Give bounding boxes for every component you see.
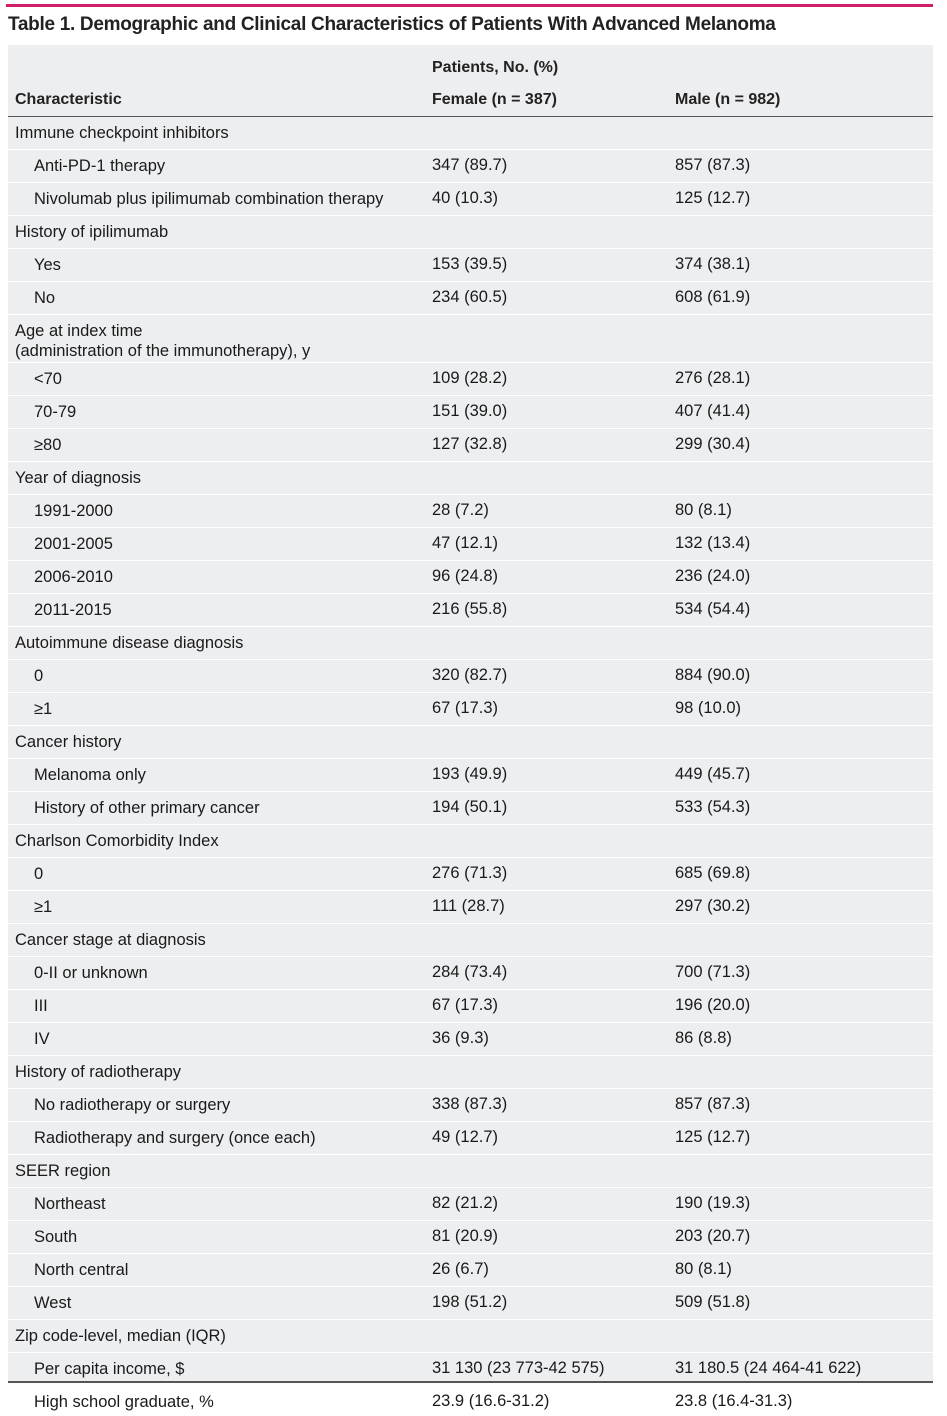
row-label: Cancer stage at diagnosis	[15, 931, 206, 949]
table-title: Table 1. Demographic and Clinical Characteristics of Patients With Advanced Melanoma	[8, 14, 776, 35]
table-row	[8, 1121, 933, 1154]
female-value: 127 (32.8)	[432, 435, 508, 453]
female-value: 67 (17.3)	[432, 996, 499, 1014]
male-value: 857 (87.3)	[675, 156, 751, 174]
male-value: 132 (13.4)	[675, 534, 751, 552]
header-male: Male (n = 982)	[675, 91, 781, 108]
table-row	[8, 494, 933, 527]
section-row	[8, 1154, 933, 1187]
female-value: 193 (49.9)	[432, 765, 508, 783]
male-value: 196 (20.0)	[675, 996, 751, 1014]
male-value: 276 (28.1)	[675, 369, 751, 387]
female-value: 31 130 (23 773-42 575)	[432, 1359, 605, 1377]
section-row	[8, 117, 933, 149]
table-row	[8, 791, 933, 824]
male-value: 509 (51.8)	[675, 1293, 751, 1311]
section-row	[8, 1055, 933, 1088]
male-value: 407 (41.4)	[675, 402, 751, 420]
table-row	[8, 395, 933, 428]
female-value: 82 (21.2)	[432, 1194, 499, 1212]
table-row	[8, 758, 933, 791]
male-value: 884 (90.0)	[675, 666, 751, 684]
row-label: South	[34, 1228, 78, 1246]
row-label-line1: Age at index time	[15, 322, 143, 340]
row-label: 70-79	[34, 403, 77, 421]
male-value: 190 (19.3)	[675, 1194, 751, 1212]
row-label: Charlson Comorbidity Index	[15, 832, 219, 850]
female-value: 26 (6.7)	[432, 1260, 489, 1278]
table-body	[8, 117, 933, 1416]
male-value: 374 (38.1)	[675, 255, 751, 273]
section-row	[8, 725, 933, 758]
male-value: 534 (54.4)	[675, 600, 751, 618]
table-row	[8, 428, 933, 461]
table-row	[8, 692, 933, 725]
male-value: 299 (30.4)	[675, 435, 751, 453]
row-label: 1991-2000	[34, 502, 113, 520]
row-label: Per capita income, $	[34, 1360, 185, 1378]
male-value: 857 (87.3)	[675, 1095, 751, 1113]
row-label: Zip code-level, median (IQR)	[15, 1327, 226, 1345]
row-label: Nivolumab plus ipilimumab combination therapy	[34, 190, 384, 208]
row-label: Melanoma only	[34, 766, 146, 784]
male-value: 98 (10.0)	[675, 699, 742, 717]
header-patients: Patients, No. (%)	[432, 59, 559, 76]
section-row	[8, 314, 933, 362]
female-value: 284 (73.4)	[432, 963, 508, 981]
data-table	[8, 45, 933, 1411]
female-value: 153 (39.5)	[432, 255, 508, 273]
row-label: ≥1	[34, 700, 53, 718]
female-value: 347 (89.7)	[432, 156, 508, 174]
female-value: 81 (20.9)	[432, 1227, 499, 1245]
row-label: High school graduate, %	[34, 1393, 214, 1411]
female-value: 216 (55.8)	[432, 600, 508, 618]
table-row	[8, 857, 933, 890]
row-label: Autoimmune disease diagnosis	[15, 634, 244, 652]
row-label: 2001-2005	[34, 535, 113, 553]
row-label: West	[34, 1294, 72, 1312]
row-label: Radiotherapy and surgery (once each)	[34, 1129, 316, 1147]
section-row	[8, 461, 933, 494]
row-label: North central	[34, 1261, 129, 1279]
table-row	[8, 1286, 933, 1319]
male-value: 533 (54.3)	[675, 798, 751, 816]
female-value: 234 (60.5)	[432, 288, 508, 306]
female-value: 28 (7.2)	[432, 501, 489, 519]
table-row	[8, 527, 933, 560]
male-value: 608 (61.9)	[675, 288, 751, 306]
row-label	[15, 321, 310, 361]
table-row	[8, 1088, 933, 1121]
male-value: 23.8 (16.4-31.3)	[675, 1392, 793, 1410]
female-value: 276 (71.3)	[432, 864, 508, 882]
male-value: 297 (30.2)	[675, 897, 751, 915]
female-value: 151 (39.0)	[432, 402, 508, 420]
male-value: 700 (71.3)	[675, 963, 751, 981]
row-label: Immune checkpoint inhibitors	[15, 124, 229, 142]
table-row	[8, 149, 933, 182]
section-row	[8, 626, 933, 659]
table-row	[8, 281, 933, 314]
table-row	[8, 1220, 933, 1253]
section-row	[8, 824, 933, 857]
row-label: No radiotherapy or surgery	[34, 1096, 231, 1114]
table-row	[8, 1187, 933, 1220]
row-label: 2011-2015	[34, 601, 112, 619]
section-row	[8, 923, 933, 956]
male-value: 125 (12.7)	[675, 1128, 751, 1146]
table-row	[8, 1022, 933, 1055]
female-value: 40 (10.3)	[432, 189, 499, 207]
female-value: 36 (9.3)	[432, 1029, 489, 1047]
row-label: SEER region	[15, 1162, 111, 1180]
row-label: Yes	[34, 256, 61, 274]
table-row	[8, 989, 933, 1022]
female-value: 111 (28.7)	[432, 897, 505, 915]
row-label: 0	[34, 667, 44, 685]
female-value: 198 (51.2)	[432, 1293, 508, 1311]
table-row	[8, 956, 933, 989]
section-row	[8, 1319, 933, 1352]
table-row	[8, 182, 933, 215]
table-row	[8, 1352, 933, 1385]
row-label: Anti-PD-1 therapy	[34, 157, 166, 175]
row-label: 2006-2010	[34, 568, 113, 586]
row-label: ≥1	[34, 898, 53, 916]
row-label: Year of diagnosis	[15, 469, 141, 487]
table-row	[8, 1385, 933, 1416]
table-row	[8, 593, 933, 626]
section-row	[8, 215, 933, 248]
row-label: <70	[34, 370, 62, 388]
female-value: 338 (87.3)	[432, 1095, 508, 1113]
male-value: 80 (8.1)	[675, 1260, 732, 1278]
table-row	[8, 890, 933, 923]
row-label: 0	[34, 865, 44, 883]
row-label: IV	[34, 1030, 50, 1048]
row-label: III	[34, 997, 48, 1015]
male-value: 449 (45.7)	[675, 765, 751, 783]
male-value: 685 (69.8)	[675, 864, 751, 882]
female-value: 49 (12.7)	[432, 1128, 499, 1146]
male-value: 86 (8.8)	[675, 1029, 732, 1047]
table-header	[8, 45, 933, 117]
title-accent-rule	[6, 4, 933, 7]
row-label: No	[34, 289, 56, 307]
male-value: 125 (12.7)	[675, 189, 751, 207]
female-value: 67 (17.3)	[432, 699, 499, 717]
male-value: 31 180.5 (24 464-41 622)	[675, 1359, 862, 1377]
male-value: 236 (24.0)	[675, 567, 751, 585]
table-row	[8, 1253, 933, 1286]
table-row	[8, 362, 933, 395]
female-value: 320 (82.7)	[432, 666, 508, 684]
row-label: History of other primary cancer	[34, 799, 260, 817]
row-label: Cancer history	[15, 733, 122, 751]
row-label: 0-II or unknown	[34, 964, 148, 982]
female-value: 194 (50.1)	[432, 798, 508, 816]
female-value: 96 (24.8)	[432, 567, 499, 585]
male-value: 203 (20.7)	[675, 1227, 751, 1245]
female-value: 23.9 (16.6-31.2)	[432, 1392, 550, 1410]
female-value: 109 (28.2)	[432, 369, 508, 387]
male-value: 80 (8.1)	[675, 501, 732, 519]
table-row	[8, 560, 933, 593]
row-label: ≥80	[34, 436, 62, 454]
row-label: History of radiotherapy	[15, 1063, 181, 1081]
row-label: History of ipilimumab	[15, 223, 169, 241]
header-characteristic: Characteristic	[15, 91, 122, 108]
table-row	[8, 659, 933, 692]
row-label-line2: (administration of the immunotherapy), y	[15, 342, 311, 360]
female-value: 47 (12.1)	[432, 534, 499, 552]
header-female: Female (n = 387)	[432, 91, 557, 108]
table-row	[8, 248, 933, 281]
row-label: Northeast	[34, 1195, 106, 1213]
